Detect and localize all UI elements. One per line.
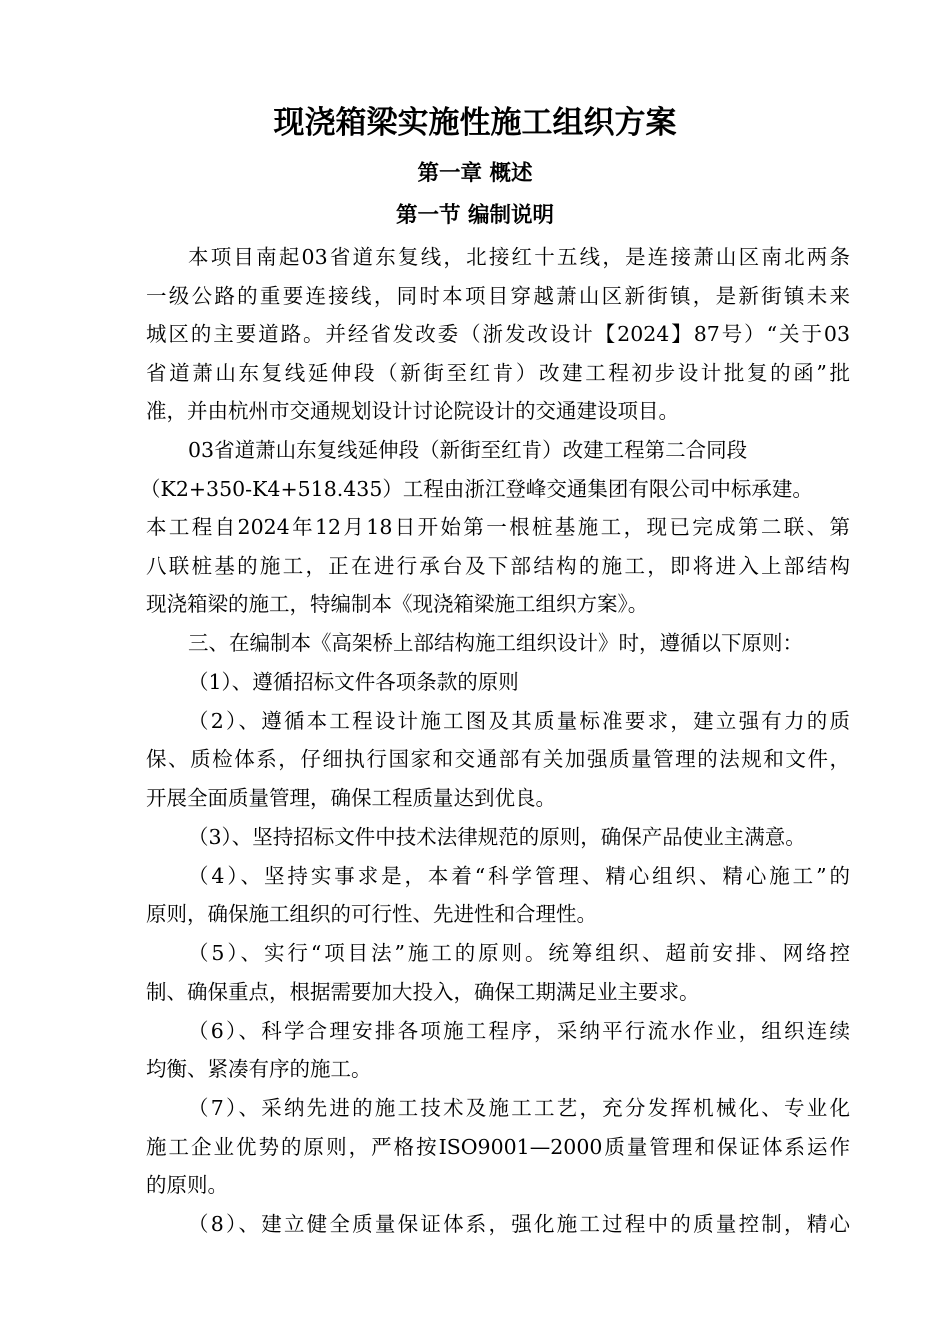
paragraph-line: 省道萧山东复线延伸段（新街至红肯）改建工程初步设计批复的函”批 — [146, 361, 850, 385]
paragraph-line: 原则，确保施工组织的可行性、先进性和合理性。 — [146, 902, 597, 926]
paragraph-line: 本工程自2024年12月18日开始第一根桩基施工，现已完成第二联、第 — [146, 515, 850, 539]
paragraph-line: 一级公路的重要连接线，同时本项目穿越萧山区新街镇，是新街镇未来 — [146, 284, 850, 308]
paragraph-line: 均衡、紧凑有序的施工。 — [146, 1057, 372, 1081]
paragraph-line: （K2+350-K4+518.435）工程由浙江登峰交通集团有限公司中标承建。 — [140, 477, 813, 501]
paragraph-line: （3）、坚持招标文件中技术法律规范的原则，确保产品使业主满意。 — [188, 825, 806, 849]
paragraph-line: 03省道萧山东复线延伸段（新街至红肯）改建工程第二合同段 — [188, 438, 748, 462]
document-title: 现浇箱梁实施性施工组织方案 — [273, 105, 677, 141]
paragraph-line: 八联桩基的施工，正在进行承台及下部结构的施工，即将进入上部结构 — [146, 554, 850, 578]
paragraph-line: （1）、遵循招标文件各项条款的原则 — [188, 670, 519, 694]
paragraph-line: 准，并由杭州市交通规划设计讨论院设计的交通建设项目。 — [146, 399, 679, 423]
paragraph-line: 的原则。 — [146, 1173, 228, 1197]
chapter-heading: 第一章 概述 — [417, 161, 533, 186]
paragraph-line: 施工企业优势的原则，严格按ISO9001—2000质量管理和保证体系运作 — [146, 1135, 850, 1159]
paragraph-line: 开展全面质量管理，确保工程质量达到优良。 — [146, 786, 556, 810]
paragraph-line: 制、确保重点，根据需要加大投入，确保工期满足业主要求。 — [146, 980, 700, 1004]
paragraph-line: 本项目南起03省道东复线，北接红十五线，是连接萧山区南北两条 — [188, 245, 850, 269]
paragraph-line: 保、质检体系，仔细执行国家和交通部有关加强质量管理的法规和文件， — [146, 747, 850, 771]
paragraph-line: （8）、建立健全质量保证体系，强化施工过程中的质量控制，精心 — [188, 1212, 850, 1236]
paragraph-line: 现浇箱梁的施工，特编制本《现浇箱梁施工组织方案》。 — [146, 592, 649, 616]
paragraph-line: 三、在编制本《高架桥上部结构施工组织设计》时，遵循以下原则： — [188, 631, 803, 655]
paragraph-line: （5）、实行“项目法”施工的原则。统筹组织、超前安排、网络控 — [188, 941, 850, 965]
section-heading: 第一节 编制说明 — [396, 203, 554, 228]
paragraph-line: 城区的主要道路。并经省发改委（浙发改设计【2024】87号）“关于03 — [146, 322, 850, 346]
paragraph-line: （7）、采纳先进的施工技术及施工工艺，充分发挥机械化、专业化 — [188, 1096, 850, 1120]
paragraph-line: （4）、坚持实事求是，本着“科学管理、精心组织、精心施工”的 — [188, 864, 850, 888]
paragraph-line: （6）、科学合理安排各项施工程序，采纳平行流水作业，组织连续 — [188, 1019, 850, 1043]
paragraph-line: （2）、遵循本工程设计施工图及其质量标准要求，建立强有力的质 — [188, 709, 850, 733]
